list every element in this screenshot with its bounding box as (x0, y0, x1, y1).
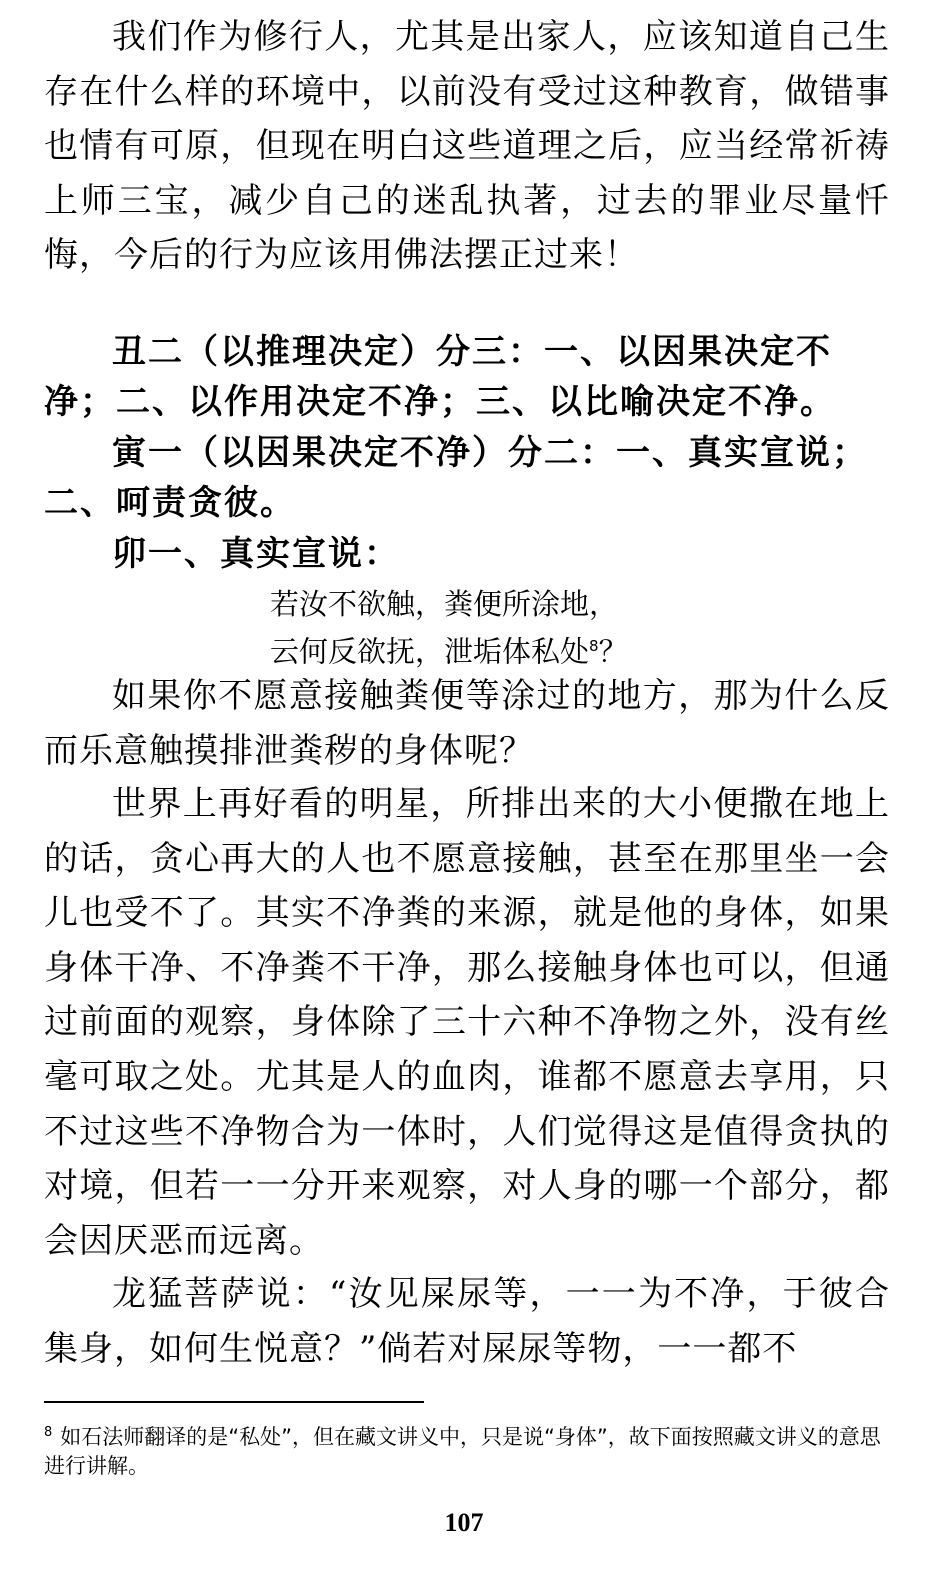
verse-line-2-text: 云何反欲抚，泄垢体私处 (270, 634, 590, 669)
section-heading: 卯一、真实宣说： (112, 534, 400, 574)
page-number: 107 (444, 1508, 484, 1537)
verse-line-2-end: ？ (598, 634, 628, 669)
section-heading: 寅一（以因果决定不净）分二：一、真实宣说；二、呵责贪彼。 (44, 433, 868, 523)
paragraph-text: 我们作为修行人，尤其是出家人，应该知道自己生存在什么样的环境中，以前没有受过这种教育，做错事也情有可原，但现在明白这些道理之后，应当经常祈祷上师三宝，减少自己的迷乱执著，过去的罪业尽量忏悔，今后的行为应该用佛法摆正过来！ (44, 17, 890, 276)
paragraph-intro (44, 10, 890, 283)
footnote (44, 1418, 890, 1481)
footnote-mark: 8 (44, 1425, 53, 1440)
heading-chou-er (44, 327, 890, 427)
heading-yin-yi (44, 428, 890, 528)
paragraph-explanation (44, 669, 890, 778)
paragraph-text: 如果你不愿意接触粪便等涂过的地方，那为什么反而乐意触摸排泄粪秽的身体呢？ (44, 676, 890, 771)
paragraph-text: 世界上再好看的明星，所排出来的大小便撒在地上的话，贪心再大的人也不愿意接触，甚至在那里坐一会儿也受不了。其实不净粪的来源，就是他的身体，如果身体干净、不净粪不干净，那么接触身体也可以，但通过前面的观察，身体除了三十六种不净物之外，没有丝毫可取之处。尤其是人的血肉，谁都不愿意去享用，只不过这些不净物合为一体时，人们觉得这是值得贪执的对境，但若一一分开来观察，对人身的哪一个部分，都会因厌恶而远离。 (44, 784, 890, 1261)
section-heading: 丑二（以推理决定）分三：一、以因果决定不净；二、以作用决定不净；三、以比喻决定不净。 (44, 332, 836, 422)
footnote-divider (44, 1401, 424, 1403)
footnote-text: 如石法师翻译的是“私处”，但在藏文讲义中，只是说“身体”，故下面按照藏文讲义的意思进行讲解。 (44, 1425, 881, 1478)
paragraph-text: 龙猛菩萨说：“汝见屎尿等，一一为不净，于彼合集身，如何生悦意？”倘若对屎尿等物，一一都不 (44, 1274, 890, 1369)
verse-line-1: 若汝不欲触，粪便所涂地， (270, 587, 619, 621)
paragraph-commentary (44, 777, 890, 1268)
verse-line-2 (270, 627, 628, 671)
paragraph-nagarjuna-quote (44, 1267, 890, 1376)
heading-mao-yi (44, 529, 890, 579)
footnote-reference-mark[interactable]: 8 (589, 637, 599, 655)
